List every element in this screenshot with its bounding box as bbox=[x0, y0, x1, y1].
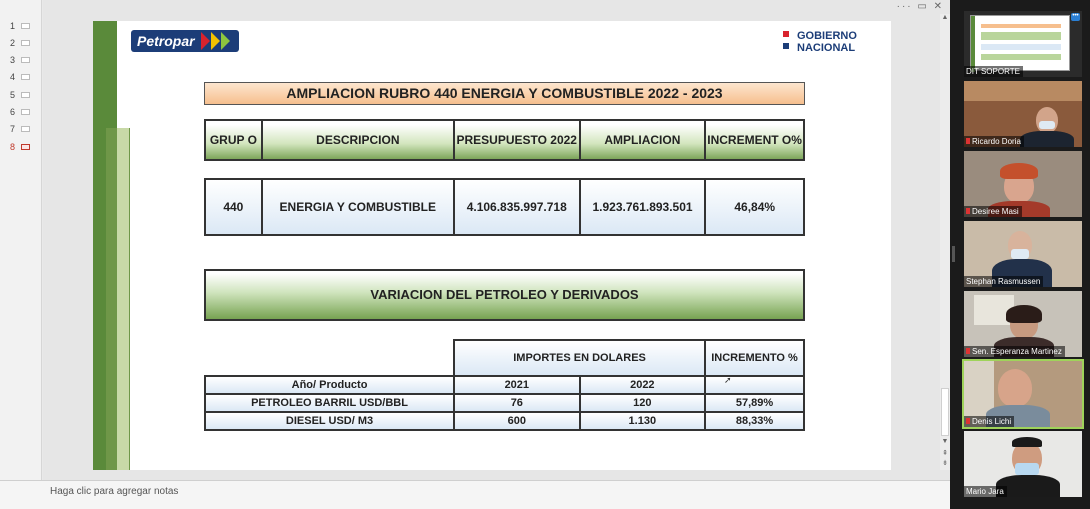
prev-slide-icon[interactable]: ⇞ bbox=[942, 450, 948, 457]
petroleum-table bbox=[204, 339, 805, 431]
preview-bar bbox=[981, 24, 1061, 28]
participant-tile[interactable] bbox=[964, 431, 1082, 497]
table-cell: 76 bbox=[454, 394, 580, 412]
header-cell: GRUP O bbox=[205, 120, 262, 160]
table-cell: 440 bbox=[205, 179, 262, 235]
slide-thumbnail[interactable]: 1 bbox=[6, 20, 38, 34]
background-wall bbox=[964, 81, 1082, 101]
slide-thumbnail-active[interactable]: 8 bbox=[6, 141, 38, 155]
participant-name: Stephan Rasmussen bbox=[964, 276, 1043, 287]
table-cell: 46,84% bbox=[705, 179, 804, 235]
panel-resize-handle[interactable] bbox=[952, 246, 955, 262]
slide-thumbnail-panel bbox=[0, 0, 42, 480]
header-cell: DESCRIPCION bbox=[262, 120, 454, 160]
header-cell: AMPLIACION bbox=[580, 120, 706, 160]
slide-thumbnail[interactable]: 3 bbox=[6, 54, 38, 68]
notes-pane[interactable] bbox=[0, 480, 950, 509]
thumbnail-preview bbox=[21, 92, 30, 98]
more-options-icon[interactable]: ••• bbox=[1072, 13, 1079, 19]
participant-name: Desiree Masi bbox=[964, 206, 1022, 217]
vertical-scrollbar[interactable] bbox=[940, 14, 950, 470]
scroll-down-icon[interactable]: ▼ bbox=[941, 438, 949, 445]
participant-name: DIT SOPORTE bbox=[964, 66, 1023, 77]
table-cell: 120 bbox=[580, 394, 706, 412]
table-cell: ENERGIA Y COMBUSTIBLE bbox=[262, 179, 454, 235]
scrollbar-thumb[interactable] bbox=[941, 388, 949, 436]
thumbnail-preview bbox=[21, 74, 30, 80]
slide-canvas[interactable]: Petropar GOBIERNO NACIONAL AMPLIACION RUBRO 440 ENERGIA Y COMBUSTIBLE 2022 - 2023 GRUP O DESCRIPCION PRESUPUESTO 2022 AMPLIACION INCREMENT O% 440 ENERGIA Y COMBUSTIBLE 4.106.835.997.718 1.923.761.893.501 46,84% VARIACION DEL PETROLEO Y DERIVADOS IMPORTES EN DOLARES INCREMENTO % Año/ Producto 2021 2022 PETROLEO BARRIL USD/BBL 76 120 57,89% DIESEL USD/ M3 600 1.130 88,33% ➚ bbox=[93, 21, 891, 470]
notes-placeholder[interactable]: Haga clic para agregar notas bbox=[50, 486, 179, 497]
table-cell: 2022 bbox=[580, 376, 706, 394]
participant-tile[interactable] bbox=[964, 11, 1082, 77]
table-cell: PETROLEO BARRIL USD/BBL bbox=[205, 394, 454, 412]
table-cell: DIESEL USD/ M3 bbox=[205, 412, 454, 430]
table-cell: 600 bbox=[454, 412, 580, 430]
table-cell: 88,33% bbox=[705, 412, 804, 430]
preview-bar bbox=[971, 16, 975, 72]
table-row bbox=[205, 179, 804, 235]
table-row bbox=[205, 412, 804, 430]
participant-hair bbox=[1012, 437, 1042, 447]
budget-table bbox=[204, 119, 805, 161]
thumbnail-preview bbox=[21, 126, 30, 132]
preview-bar bbox=[981, 54, 1061, 60]
slide-title: AMPLIACION RUBRO 440 ENERGIA Y COMBUSTIBLE 2022 - 2023 bbox=[204, 82, 805, 105]
petropar-logo: Petropar bbox=[131, 30, 239, 52]
muted-mic-icon bbox=[966, 348, 970, 354]
table-header-row bbox=[205, 120, 804, 160]
table-row bbox=[205, 376, 804, 394]
table-cell: 57,89% bbox=[705, 394, 804, 412]
participant-name: Mario Jara bbox=[964, 486, 1007, 497]
table-cell: 1.923.761.893.501 bbox=[580, 179, 706, 235]
participant-body bbox=[1020, 131, 1074, 147]
participant-hair bbox=[1000, 163, 1038, 179]
table-row bbox=[205, 394, 804, 412]
slide-thumbnail[interactable]: 4 bbox=[6, 71, 38, 85]
logo-chevron-icon bbox=[201, 32, 210, 50]
preview-bar bbox=[981, 32, 1061, 40]
budget-data-table bbox=[204, 178, 805, 236]
header-cell: INCREMENTO % bbox=[705, 340, 804, 376]
participant-hair bbox=[1006, 305, 1042, 323]
table-header-row bbox=[205, 340, 804, 376]
table-cell: 2021 bbox=[454, 376, 580, 394]
header-cell: IMPORTES EN DOLARES bbox=[454, 340, 705, 376]
muted-mic-icon bbox=[966, 208, 970, 214]
face-mask bbox=[1015, 463, 1039, 475]
participant-face bbox=[1036, 107, 1058, 133]
participant-name: Sen. Esperanza Martinez bbox=[964, 346, 1065, 357]
muted-mic-icon bbox=[966, 418, 970, 424]
scroll-up-icon[interactable]: ▲ bbox=[941, 14, 949, 21]
table-cell: 1.130 bbox=[580, 412, 706, 430]
header-cell: INCREMENT O% bbox=[705, 120, 804, 160]
table-cell: 4.106.835.997.718 bbox=[454, 179, 580, 235]
participant-tile-active-speaker[interactable] bbox=[964, 361, 1082, 427]
participant-tile[interactable] bbox=[964, 151, 1082, 217]
shared-screen-preview bbox=[970, 15, 1070, 71]
face-mask bbox=[1011, 249, 1029, 259]
muted-mic-icon bbox=[966, 138, 970, 144]
thumbnail-preview bbox=[21, 40, 30, 46]
participant-name: Denis Lichi bbox=[964, 416, 1014, 427]
preview-bar bbox=[981, 44, 1061, 50]
table-cell: Año/ Producto bbox=[205, 376, 454, 394]
thumbnail-preview bbox=[21, 23, 30, 29]
participant-tile[interactable] bbox=[964, 221, 1082, 287]
logo-chevron-icon bbox=[221, 32, 230, 50]
participant-name: Ricardo Doria bbox=[964, 136, 1024, 147]
logo-chevron-icon bbox=[211, 32, 220, 50]
thumbnail-preview bbox=[21, 144, 30, 150]
slide-thumbnail[interactable]: 5 bbox=[6, 89, 38, 103]
header-cell: PRESUPUESTO 2022 bbox=[454, 120, 580, 160]
participant-tile[interactable] bbox=[964, 81, 1082, 147]
participant-face bbox=[998, 369, 1032, 407]
thumbnail-preview bbox=[21, 109, 30, 115]
mouse-cursor-icon: ➚ bbox=[724, 375, 732, 385]
slide-thumbnail[interactable]: 2 bbox=[6, 37, 38, 51]
face-mask bbox=[1039, 121, 1055, 129]
logo-square-icon bbox=[783, 31, 789, 37]
next-slide-icon[interactable]: ⇟ bbox=[942, 460, 948, 467]
table-cell bbox=[705, 376, 804, 394]
logo-square-icon bbox=[783, 43, 789, 49]
participant-tile[interactable] bbox=[964, 291, 1082, 357]
decor-bar bbox=[117, 128, 129, 470]
empty-cell bbox=[205, 340, 454, 376]
section-subtitle: VARIACION DEL PETROLEO Y DERIVADOS bbox=[204, 269, 805, 321]
slide-thumbnail[interactable]: 6 bbox=[6, 106, 38, 120]
thumbnail-preview bbox=[21, 57, 30, 63]
slide-thumbnail[interactable]: 7 bbox=[6, 123, 38, 137]
window-controls[interactable]: ··· ▭ ✕ bbox=[896, 1, 944, 12]
